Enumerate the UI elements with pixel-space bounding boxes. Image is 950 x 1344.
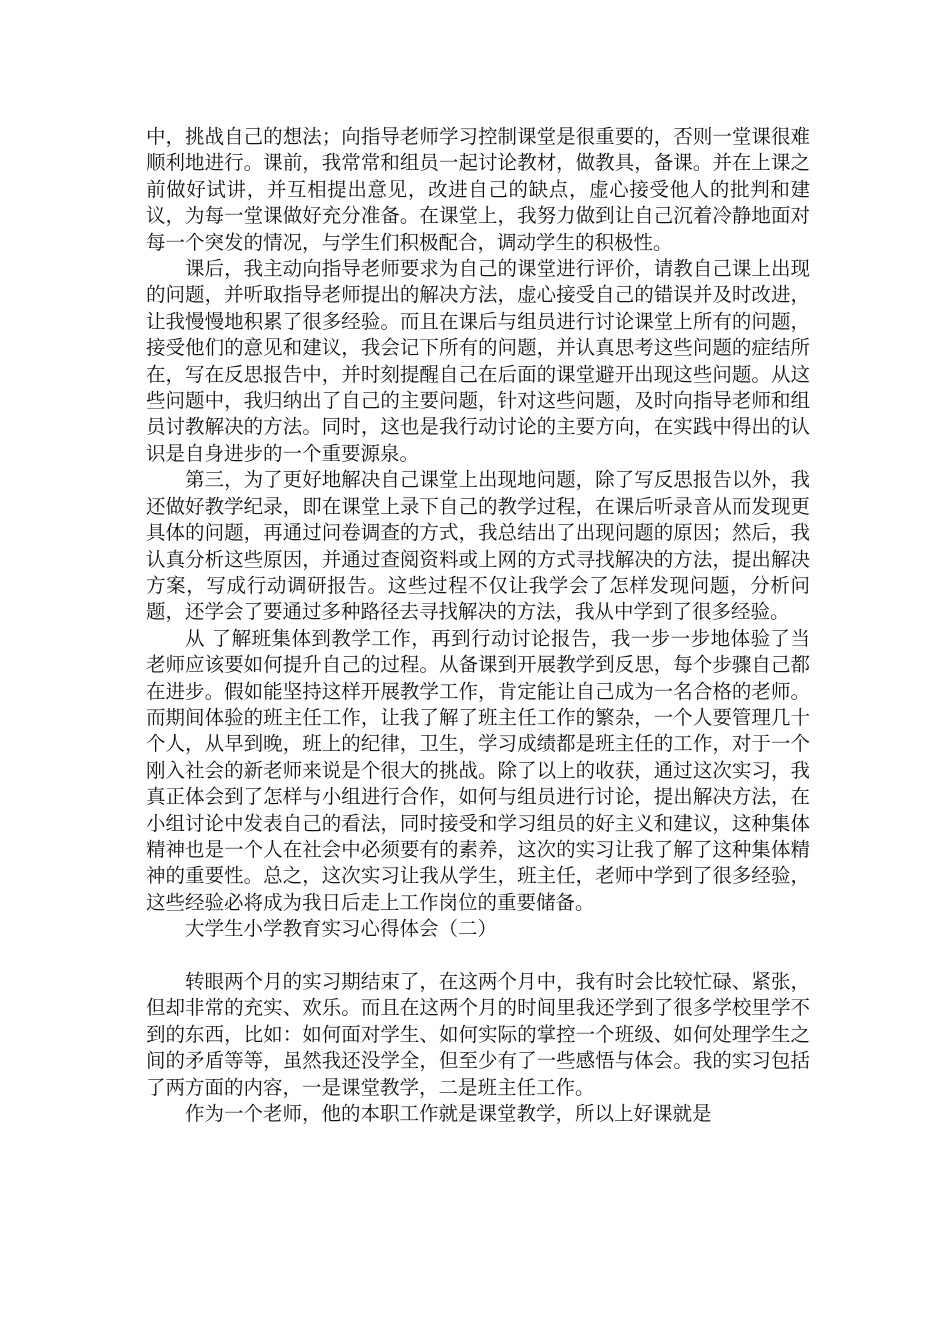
paragraph-4: 从 了解班集体到教学工作，再到行动讨论报告，我一步一步地体验了当老师应该要如何提升自己的过程。从备课到开展教学到反思，每个步骤自己都在进步。假如能坚持这样开展教学工作，肯定能让自己成为一名合格的老师。而期间体验的班主任工作，让我了解了班主任工作的繁杂，一个人要管理几十个人，从早到晚，班上的纪律，卫生，学习成绩都是班主任的工作，对于一个刚入社会的新老师来说是个很大的挑战。除了以上的收获，通过这次实习，我真正体会到了怎样与小组进行合作，如何与组员进行讨论，提出解决方法，在小组讨论中发表自己的看法，同时接受和学习组员的好主义和建议，这种集体精神也是一个人在社会中必须要有的素养，这次的实习让我了解了这种集体精神的重要性。总之，这次实习让我从学生，班主任，老师中学到了很多经验，这些经验必将成为我日后走上工作岗位的重要储备。 <box>146 626 810 914</box>
paragraph-5: 转眼两个月的实习期结束了，在这两个月中，我有时会比较忙碌、紧张，但却非常的充实、欢乐。而且在这两个月的时间里我还学到了很多学校里学不到的东西，比如：如何面对学生、如何实际的掌控一个班级、如何处理学生之间的矛盾等等，虽然我还没学全，但至少有了一些感悟与体会。我的实习包括了两方面的内容，一是课堂教学，二是班主任工作。 <box>146 969 810 1099</box>
document-page <box>146 124 810 1127</box>
paragraph-2: 课后，我主动向指导老师要求为自己的课堂进行评价，请教自己课上出现的问题，并听取指导老师提出的解决方法，虚心接受自己的错误并及时改进，让我慢慢地积累了很多经验。而且在课后与组员进行讨论课堂上所有的问题，接受他们的意见和建议，我会记下所有的问题，并认真思考这些问题的症结所在，写在反思报告中，并时刻提醒自己在后面的课堂避开出现这些问题。从这些问题中，我归纳出了自己的主要问题，针对这些问题，及时向指导老师和组员讨教解决的方法。同时，这也是我行动讨论的主要方向，在实践中得出的认识是自身进步的一个重要源泉。 <box>146 257 810 465</box>
paragraph-3: 第三，为了更好地解决自己课堂上出现地问题，除了写反思报告以外，我还做好教学纪录，即在课堂上录下自己的教学过程，在课后听录音从而发现更具体的问题，再通过问卷调查的方式，我总结出了出现问题的原因；然后，我认真分析这些原因，并通过查阅资料或上网的方式寻找解决的方法，提出解决方案，写成行动调研报告。这些过程不仅让我学会了怎样发现问题，分析问题，还学会了要通过多种路径去寻找解决的方法，我从中学到了很多经验。 <box>146 468 810 624</box>
blank-line <box>146 943 810 969</box>
paragraph-6: 作为一个老师，他的本职工作就是课堂教学，所以上好课就是 <box>185 1102 712 1126</box>
paragraph-1: 中，挑战自己的想法；向指导老师学习控制课堂是很重要的，否则一堂课很难顺利地进行。课前，我常常和组员一起讨论教材，做教具，备课。并在上课之前做好试讲，并互相提出意见，改进自己的缺点，虚心接受他人的批判和建议，为每一堂课做好充分准备。在课堂上，我努力做到让自己沉着冷静地面对每一个突发的情况，与学生们积极配合，调动学生的积极性。 <box>146 125 810 254</box>
section-heading: 大学生小学教育实习心得体会（二） <box>185 917 498 941</box>
